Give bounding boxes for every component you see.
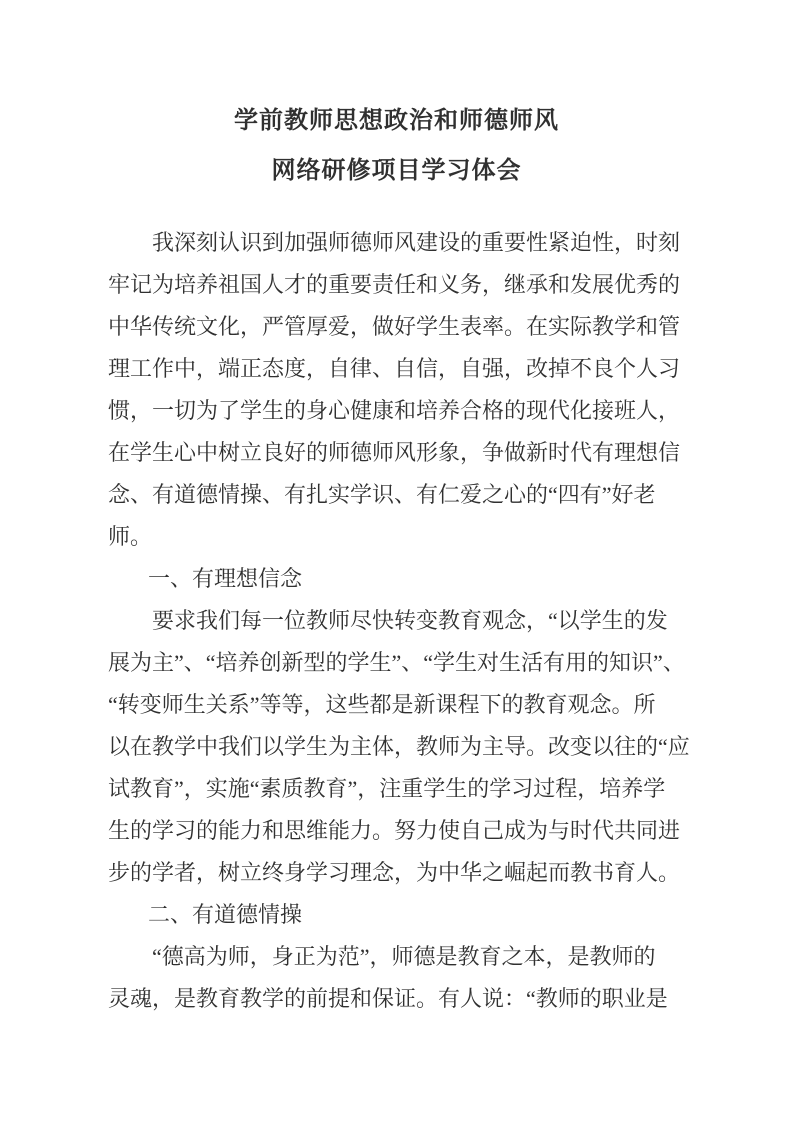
paragraph-line: 试教育”，实施“素质教育”，注重学生的学习过程，培养学 (108, 776, 666, 801)
paragraph-line: 展为主”、“培养创新型的学生”、“学生对生活有用的知识”、 (108, 650, 685, 675)
paragraph-line: 我深刻认识到加强师德师风建设的重要性紧迫性，时刻 (152, 230, 681, 255)
section-heading: 一、有理想信念 (148, 566, 303, 591)
paragraph-line: “转变师生关系”等等，这些都是新课程下的教育观念。所 (108, 692, 656, 717)
paragraph-line: 以在教学中我们以学生为主体，教师为主导。改变以往的“应 (108, 734, 690, 759)
paragraph-line: 念、有道德情操、有扎实学识、有仁爱之心的“四有”好老 (108, 482, 656, 507)
paragraph-line: 惯，一切为了学生的身心健康和培养合格的现代化接班人， (108, 398, 681, 423)
document-body (108, 222, 697, 1020)
document-title (0, 0, 793, 196)
paragraph-line: 牢记为培养祖国人才的重要责任和义务，继承和发展优秀的 (108, 272, 681, 297)
paragraph-line: 理工作中，端正态度，自律、自信，自强，改掉不良个人习 (108, 356, 681, 381)
document-title-line-2: 网络研修项目学习体会 (271, 158, 522, 184)
paragraph-line: 步的学者，树立终身学习理念，为中华之崛起而教书育人。 (108, 860, 681, 885)
paragraph-line: 生的学习的能力和思维能力。努力使自己成为与时代共同进 (108, 818, 681, 843)
paragraph-line: “德高为师，身正为范”，师德是教育之本，是教师的 (152, 944, 656, 969)
section-heading: 二、有道德情操 (148, 902, 303, 927)
paragraph-line: 灵魂，是教育教学的前提和保证。有人说：“教师的职业是 (108, 986, 668, 1011)
paragraph-line: 要求我们每一位教师尽快转变教育观念，“以学生的发 (152, 608, 668, 633)
paragraph-line: 师。 (108, 524, 153, 549)
paragraph-line: 在学生心中树立良好的师德师风形象，争做新时代有理想信 (108, 440, 681, 465)
paragraph-line: 中华传统文化，严管厚爱，做好学生表率。在实际教学和管 (108, 314, 681, 339)
document-title-line-1: 学前教师思想政治和师德师风 (234, 108, 559, 134)
